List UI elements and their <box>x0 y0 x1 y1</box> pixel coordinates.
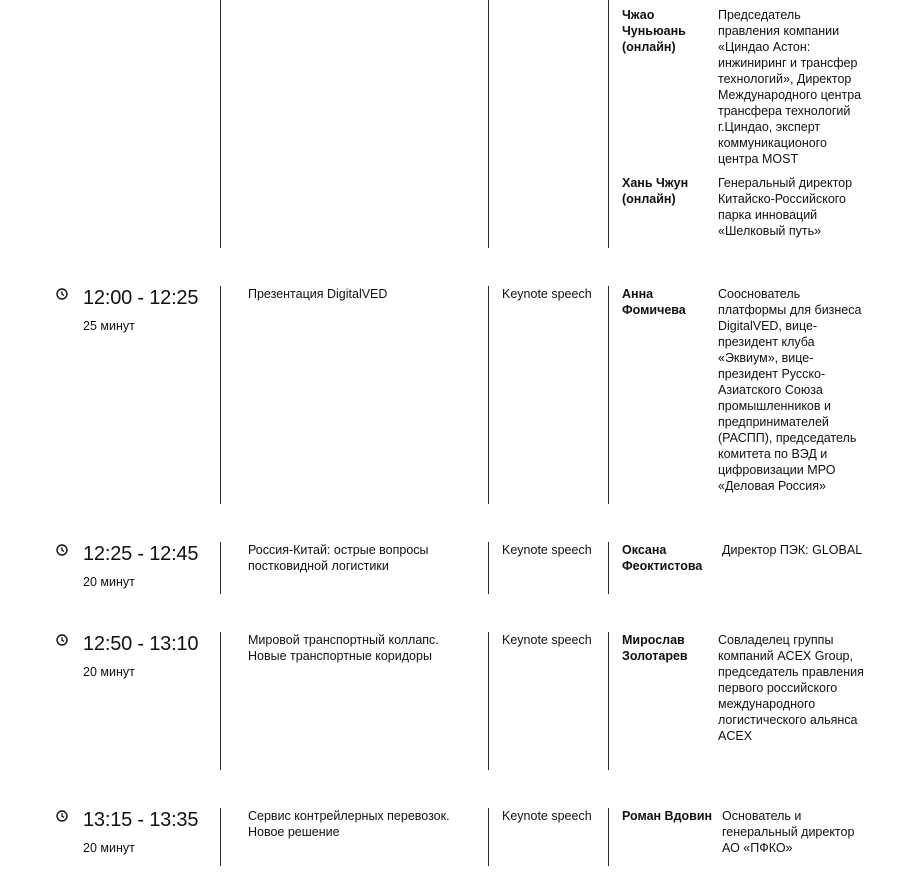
column-divider <box>220 808 221 866</box>
session-format: Keynote speech <box>502 287 592 301</box>
column-divider <box>220 0 221 248</box>
session-title: Сервис контрейлерных перевозок. Новое решение <box>248 809 450 839</box>
speaker-description: Генеральный директор Китайско-Российского парка инноваций «Шелковый путь» <box>718 176 853 238</box>
clock-icon <box>56 544 68 556</box>
column-divider <box>220 632 221 770</box>
column-divider <box>220 542 221 594</box>
speaker-name: Роман Вдовин <box>622 809 713 823</box>
speaker-name: Анна Фомичева <box>622 287 686 317</box>
session-duration: 20 минут <box>83 665 135 679</box>
speaker-name: Чжао Чуньюань (онлайн) <box>622 8 686 54</box>
speaker-description: Председатель правления компании «Циндао Астон: инжиниринг и трансфер технологий», Директор Международного центра трансфера технологий г.Циндао, эксперт коммуникационого центра MOST <box>718 8 862 166</box>
column-divider <box>488 0 489 248</box>
session-row <box>0 632 919 770</box>
clock-icon <box>56 634 68 646</box>
session-format: Keynote speech <box>502 633 592 647</box>
session-row <box>0 808 919 866</box>
session-duration: 25 минут <box>83 319 135 333</box>
session-row <box>0 0 919 248</box>
session-format: Keynote speech <box>502 809 592 823</box>
session-time: 12:00 - 12:25 <box>83 287 199 309</box>
session-format: Keynote speech <box>502 543 592 557</box>
session-title: Мировой транспортный коллапс. Новые транспортные коридоры <box>248 633 439 663</box>
column-divider <box>220 286 221 504</box>
speaker-description: Основатель и генеральный директор АО «ПФКО» <box>722 809 855 855</box>
speaker-name: Хань Чжун (онлайн) <box>622 176 689 206</box>
session-duration: 20 минут <box>83 575 135 589</box>
clock-icon <box>56 288 68 300</box>
column-divider <box>488 632 489 770</box>
column-divider <box>608 286 609 504</box>
column-divider <box>488 542 489 594</box>
speaker-description: Директор ПЭК: GLOBAL <box>722 543 863 557</box>
speaker-description: Сооснователь платформы для бизнеса DigitalVED, вице-президент клуба «Эквиум», вице-президент Русско-Азиатского Союза промышленников и предпринимателей (РАСПП), председатель комитета по ВЭД и цифровизации МРО «Деловая Россия» <box>718 287 862 493</box>
session-title: Презентация DigitalVED <box>248 287 388 301</box>
session-time: 13:15 - 13:35 <box>83 809 199 831</box>
clock-icon <box>56 810 68 822</box>
session-duration: 20 минут <box>83 841 135 855</box>
session-row <box>0 286 919 504</box>
speaker-description: Совладелец группы компаний ACEX Group, председатель правления первого российского международного логистического альянса ACEX <box>718 633 864 743</box>
session-title: Россия-Китай: острые вопросы постковидной логистики <box>248 543 429 573</box>
column-divider <box>608 0 609 248</box>
column-divider <box>608 808 609 866</box>
column-divider <box>608 632 609 770</box>
column-divider <box>488 808 489 866</box>
column-divider <box>488 286 489 504</box>
session-time: 12:25 - 12:45 <box>83 543 199 565</box>
speaker-name: Оксана Феоктистова <box>622 543 703 573</box>
session-row <box>0 542 919 594</box>
speaker-name: Мирослав Золотарев <box>622 633 688 663</box>
column-divider <box>608 542 609 594</box>
session-time: 12:50 - 13:10 <box>83 633 199 655</box>
